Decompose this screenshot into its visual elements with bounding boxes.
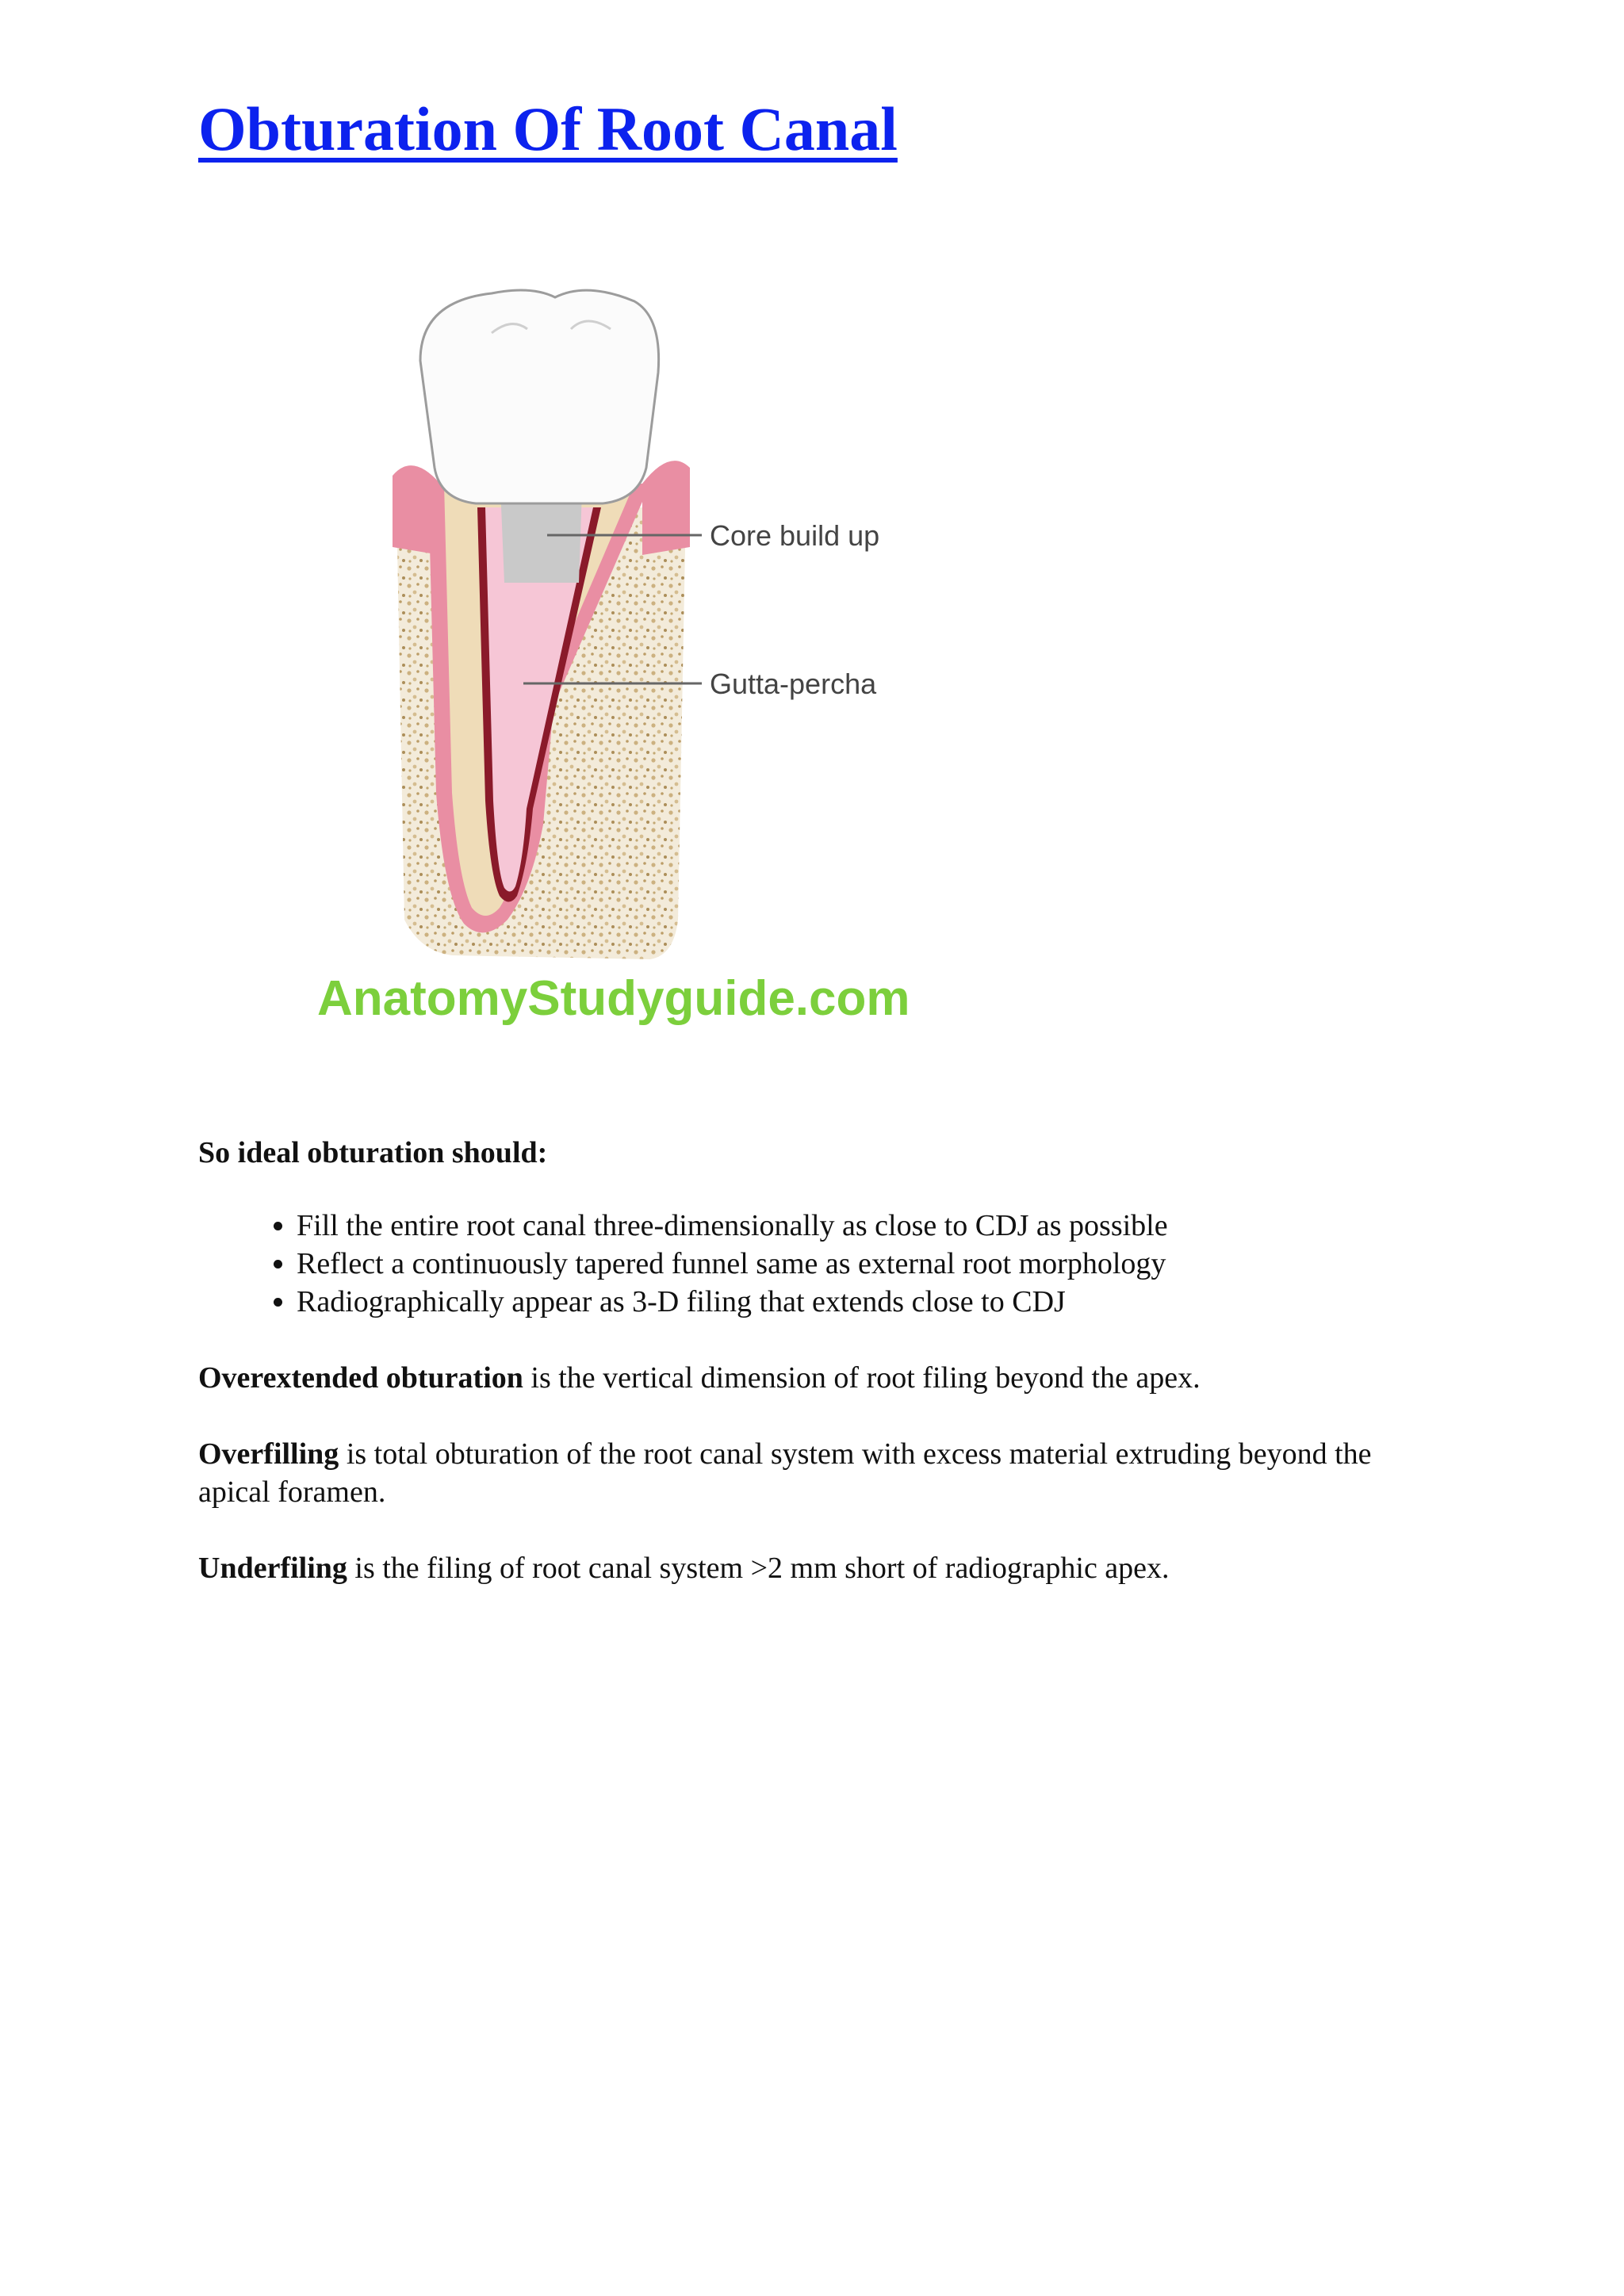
definition-text: is the vertical dimension of root filing beyond the apex.: [523, 1361, 1201, 1395]
criteria-list: [198, 1207, 1435, 1321]
gutta-percha-label: Gutta-percha: [710, 668, 877, 700]
definition-term: Underfiling: [198, 1552, 347, 1585]
core-build-up-label: Core build up: [710, 519, 880, 552]
definition-term: Overfilling: [198, 1437, 339, 1471]
crown: [420, 290, 659, 503]
content: [198, 1134, 1435, 1625]
tooth-illustration: [301, 285, 983, 1047]
list-item: • Fill the entire root canal three-dimensionally as close to CDJ as possible: [297, 1207, 1435, 1245]
list-item: • Radiographically appear as 3-D filing that extends close to CDJ: [297, 1283, 1435, 1321]
watermark: AnatomyStudyguide.com: [317, 971, 910, 1026]
tooth-diagram: [301, 285, 983, 1047]
page-title[interactable]: Obturation Of Root Canal: [198, 94, 898, 163]
gum-tissue-right: [642, 461, 690, 555]
definition-overfilling: [198, 1435, 1435, 1511]
definition-term: Overextended obturation: [198, 1361, 523, 1395]
definition-text: is total obturation of the root canal system with excess material extruding beyond the apical foramen.: [198, 1437, 1372, 1509]
lead-heading: So ideal obturation should:: [198, 1136, 548, 1169]
definition-overextended: [198, 1359, 1435, 1397]
list-item: • Reflect a continuously tapered funnel same as external root morphology: [297, 1245, 1435, 1283]
definition-underfiling: [198, 1549, 1435, 1587]
definition-text: is the filing of root canal system >2 mm short of radiographic apex.: [347, 1552, 1170, 1585]
